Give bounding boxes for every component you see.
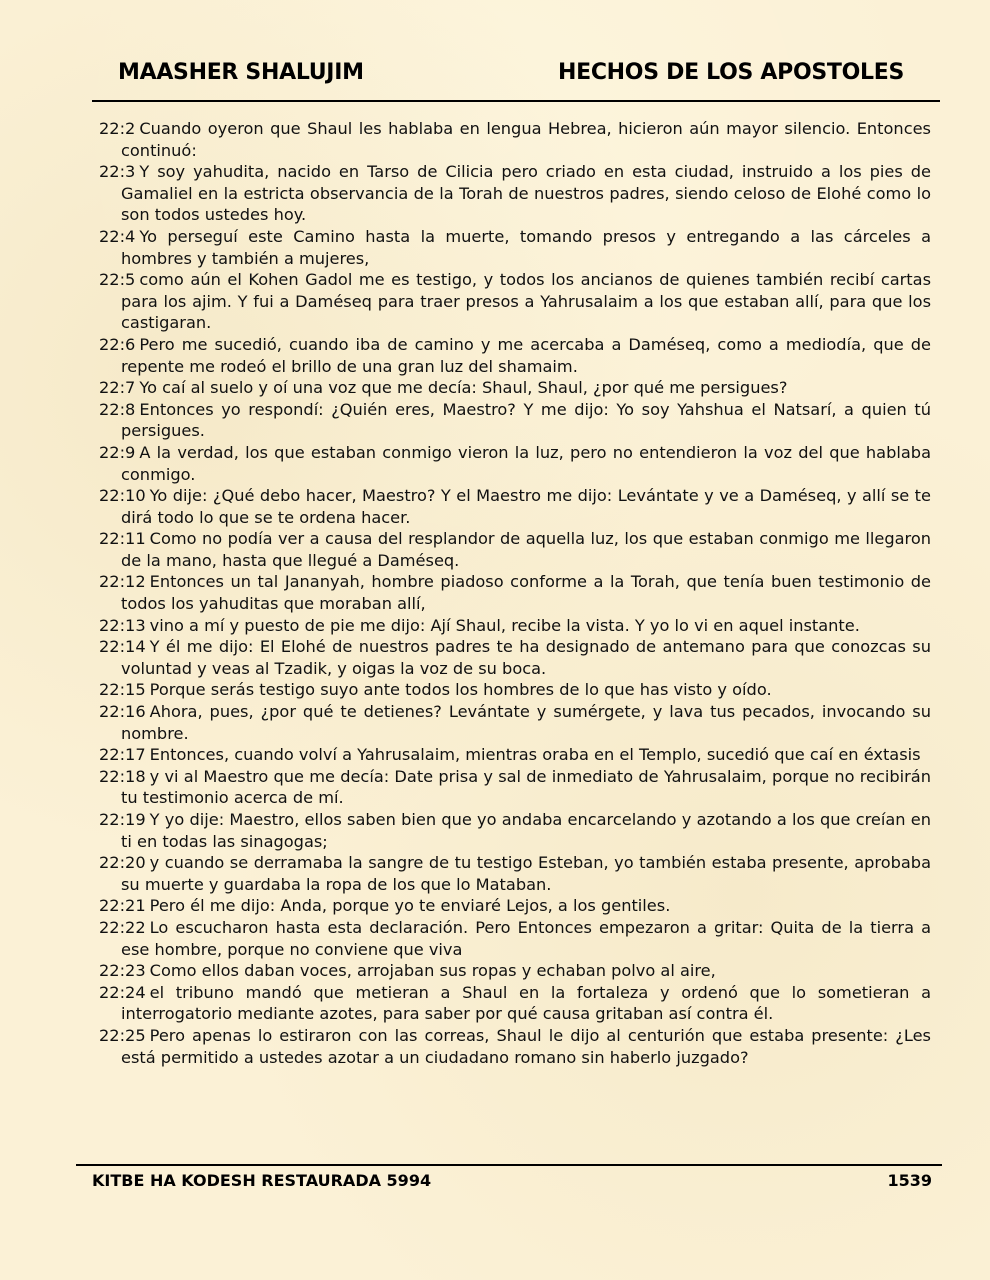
page-header xyxy=(92,56,940,96)
verse-text: y vi al Maestro que me decía: Date prisa y sal de inmediato de Yahrusalaim, porque no recibirán tu testimonio acerca de mí. xyxy=(121,766,931,808)
verse-ref: 22:12 xyxy=(99,572,146,592)
verse-text: Entonces yo respondí: ¿Quién eres, Maestro? Y me dijo: Yo soy Yahshua el Natsarí, a quien tú persigues. xyxy=(121,399,931,441)
page-number: 1539 xyxy=(887,1171,932,1190)
footer-divider xyxy=(76,1164,942,1166)
verse-text: Y soy yahudita, nacido en Tarso de Cilicia pero criado en esta ciudad, instruido a los pies de Gamaliel en la estricta observancia de la Torah de nuestros padres, siendo celoso de Elohé como lo son todos ustedes hoy. xyxy=(121,162,931,225)
verse-item xyxy=(99,917,931,960)
verse-ref: 22:24 xyxy=(99,982,146,1002)
verse-item xyxy=(99,226,931,269)
verse-text: vino a mí y puesto de pie me dijo: Ají Shaul, recibe la vista. Y yo lo vi en aquel instante. xyxy=(149,615,860,635)
verse-item xyxy=(99,442,931,485)
verse-item xyxy=(99,809,931,852)
verse-text: Yo caí al suelo y oí una voz que me decía: Shaul, Shaul, ¿por qué me persigues? xyxy=(139,378,788,398)
verse-ref: 22:9 xyxy=(99,442,136,462)
verse-ref: 22:14 xyxy=(99,637,146,657)
verse-item xyxy=(99,701,931,744)
verse-ref: 22:7 xyxy=(99,378,136,398)
verse-text: Yo perseguí este Camino hasta la muerte, tomando presos y entregando a las cárceles a hombres y también a mujeres, xyxy=(121,226,931,268)
verse-item xyxy=(99,1025,931,1068)
verse-item xyxy=(99,744,931,766)
verse-ref: 22:13 xyxy=(99,615,146,635)
verse-item xyxy=(99,636,931,679)
verse-list xyxy=(99,118,931,1068)
verse-text: Como ellos daban voces, arrojaban sus ropas y echaban polvo al aire, xyxy=(149,961,716,981)
verse-ref: 22:18 xyxy=(99,766,146,786)
verse-item xyxy=(99,679,931,701)
verse-text: Entonces, cuando volví a Yahrusalaim, mientras oraba en el Templo, sucedió que caí en éxtasis xyxy=(149,745,921,765)
verse-item xyxy=(99,615,931,637)
verse-text: Entonces un tal Jananyah, hombre piadoso conforme a la Torah, que tenía buen testimonio de todos los yahuditas que moraban allí, xyxy=(121,572,931,614)
verse-item xyxy=(99,377,931,399)
verse-text: y cuando se derramaba la sangre de tu testigo Esteban, yo también estaba presente, aprobaba su muerte y guardaba la ropa de los que lo Mataban. xyxy=(121,853,931,894)
verse-ref: 22:2 xyxy=(99,119,136,138)
verse-text: Pero me sucedió, cuando iba de camino y me acercaba a Daméseq, como a mediodía, que de repente me rodeó el brillo de una gran luz del shamaim. xyxy=(121,334,931,376)
verse-item xyxy=(99,571,931,614)
verse-text: Pero él me dijo: Anda, porque yo te enviaré Lejos, a los gentiles. xyxy=(149,896,671,916)
verse-text: Y él me dijo: El Elohé de nuestros padres te ha designado de antemano para que conozcas su voluntad y veas al Tzadik, y oigas la voz de su boca. xyxy=(121,637,931,678)
verse-text: Lo escucharon hasta esta declaración. Pero Entonces empezaron a gritar: Quita de la tierra a ese hombre, porque no conviene que viva xyxy=(121,917,931,959)
header-divider xyxy=(92,100,940,102)
book-title-spanish: HECHOS DE LOS APOSTOLES xyxy=(558,60,904,85)
verse-item xyxy=(99,528,931,571)
verse-item xyxy=(99,399,931,442)
verse-text: Y yo dije: Maestro, ellos saben bien que yo andaba encarcelando y azotando a los que creían en ti en todas las sinagogas; xyxy=(121,810,931,851)
verse-ref: 22:4 xyxy=(99,226,136,246)
verse-ref: 22:25 xyxy=(99,1025,146,1045)
verse-item xyxy=(99,118,931,161)
verse-ref: 22:10 xyxy=(99,486,146,506)
verse-item xyxy=(99,960,931,982)
verse-ref: 22:23 xyxy=(99,961,146,981)
book-title-hebrew: MAASHER SHALUJIM xyxy=(118,60,364,85)
verse-ref: 22:20 xyxy=(99,853,146,873)
verse-text: el tribuno mandó que metieran a Shaul en la fortaleza y ordenó que lo sometieran a interrogatorio mediante azotes, para saber por qué causa gritaban así contra él. xyxy=(121,982,931,1024)
verse-ref: 22:21 xyxy=(99,896,146,916)
verse-text: Como no podía ver a causa del resplandor de aquella luz, los que estaban conmigo me llegaron de la mano, hasta que llegué a Daméseq. xyxy=(121,529,931,570)
verse-ref: 22:3 xyxy=(99,162,136,182)
verse-ref: 22:6 xyxy=(99,334,136,354)
verse-item xyxy=(99,766,931,809)
verse-text: como aún el Kohen Gadol me es testigo, y todos los ancianos de quienes también recibí cartas para los ajim. Y fui a Daméseq para traer presos a Yahrusalaim a los que estaban allí, para que los castigaran. xyxy=(121,270,931,333)
verse-ref: 22:11 xyxy=(99,529,146,549)
verse-text: Yo dije: ¿Qué debo hacer, Maestro? Y el Maestro me dijo: Levántate y ve a Daméseq, y allí se te dirá todo lo que se te ordena hacer. xyxy=(121,486,931,527)
verse-ref: 22:15 xyxy=(99,680,146,700)
verse-text: Pero apenas lo estiraron con las correas, Shaul le dijo al centurión que estaba presente: ¿Les está permitido a ustedes azotar a un ciudadano romano sin haberlo juzgado? xyxy=(121,1025,931,1067)
verse-ref: 22:19 xyxy=(99,810,146,829)
verse-item xyxy=(99,334,931,377)
verse-text: Ahora, pues, ¿por qué te detienes? Levántate y sumérgete, y lava tus pecados, invocando su nombre. xyxy=(121,702,931,743)
verse-text: Porque serás testigo suyo ante todos los hombres de lo que has visto y oído. xyxy=(149,680,772,700)
verse-item xyxy=(99,982,931,1025)
verse-ref: 22:17 xyxy=(99,745,146,765)
verse-item xyxy=(99,485,931,528)
footer-edition-title: KITBE HA KODESH RESTAURADA 5994 xyxy=(92,1171,432,1190)
verse-text: Cuando oyeron que Shaul les hablaba en lengua Hebrea, hicieron aún mayor silencio. Entonces continuó: xyxy=(121,119,931,160)
verse-item xyxy=(99,895,931,917)
verse-ref: 22:16 xyxy=(99,702,146,722)
verse-ref: 22:8 xyxy=(99,399,136,419)
verse-item xyxy=(99,269,931,334)
verse-text: A la verdad, los que estaban conmigo vieron la luz, pero no entendieron la voz del que hablaba conmigo. xyxy=(121,442,931,484)
verse-ref: 22:5 xyxy=(99,270,136,290)
verse-item xyxy=(99,852,931,895)
verse-item xyxy=(99,161,931,226)
verse-ref: 22:22 xyxy=(99,917,146,937)
